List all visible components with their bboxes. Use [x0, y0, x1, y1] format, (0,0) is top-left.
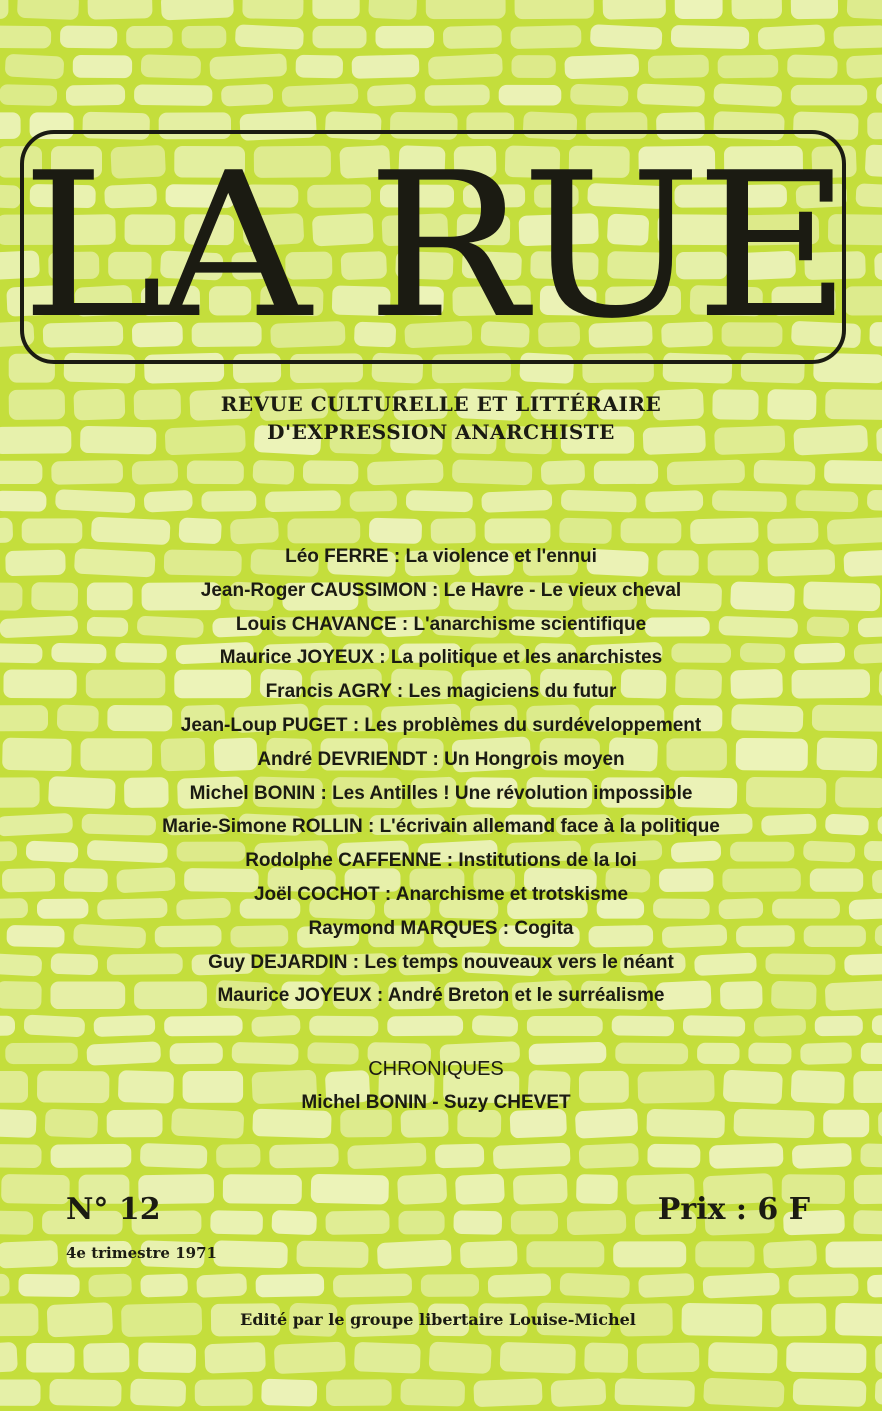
toc-entry: Jean-Roger CAUSSIMON : Le Havre - Le vieux cheval [200, 579, 682, 601]
toc-entry: Maurice JOYEUX : La politique et les anarchistes [219, 647, 663, 669]
toc-entry: Léo FERRE : La violence et l'ennui [285, 546, 597, 567]
price: Prix : 6 F [657, 1192, 810, 1227]
toc-entry: Francis AGRY : Les magiciens du futur [265, 681, 617, 703]
toc-entry: Marie-Simone ROLLIN : L'écrivain allemand face à la politique [162, 816, 720, 838]
subtitle-line-1: REVUE CULTURELLE ET LITTÉRAIRE [220, 392, 662, 416]
table-of-contents [60, 540, 822, 1013]
toc-entry: Maurice JOYEUX : André Breton et le surréalisme [217, 985, 665, 1007]
toc-entry: Raymond MARQUES : Cogita [308, 917, 574, 939]
toc-entry: André DEVRIENDT : Un Hongrois moyen [257, 748, 625, 770]
toc-entry: Guy DEJARDIN : Les temps nouveaux vers le néant [208, 951, 674, 973]
toc-entry: Michel BONIN : Les Antilles ! Une révolution impossible [189, 782, 693, 804]
toc-entry: Rodolphe CAFFENNE : Institutions de la loi [245, 850, 637, 872]
issue-date: 4e trimestre 1971 [66, 1244, 217, 1262]
toc-entry: Jean-Loup PUGET : Les problèmes du surdéveloppement [180, 714, 702, 736]
chroniques-heading: CHRONIQUES [368, 1058, 504, 1080]
magazine-title: LA RUE [21, 130, 845, 363]
toc-entry: Louis CHAVANCE : L'anarchisme scientifique [235, 613, 647, 635]
publisher-line: Edité par le groupe libertaire Louise-Michel [240, 1310, 636, 1329]
subtitle-line-2: D'EXPRESSION ANARCHISTE [267, 420, 615, 444]
issue-number: N° 12 [66, 1192, 161, 1227]
chroniques-authors: Michel BONIN - Suzy CHEVET [301, 1092, 571, 1113]
toc-entry: Joël COCHOT : Anarchisme et trotskisme [253, 883, 629, 905]
